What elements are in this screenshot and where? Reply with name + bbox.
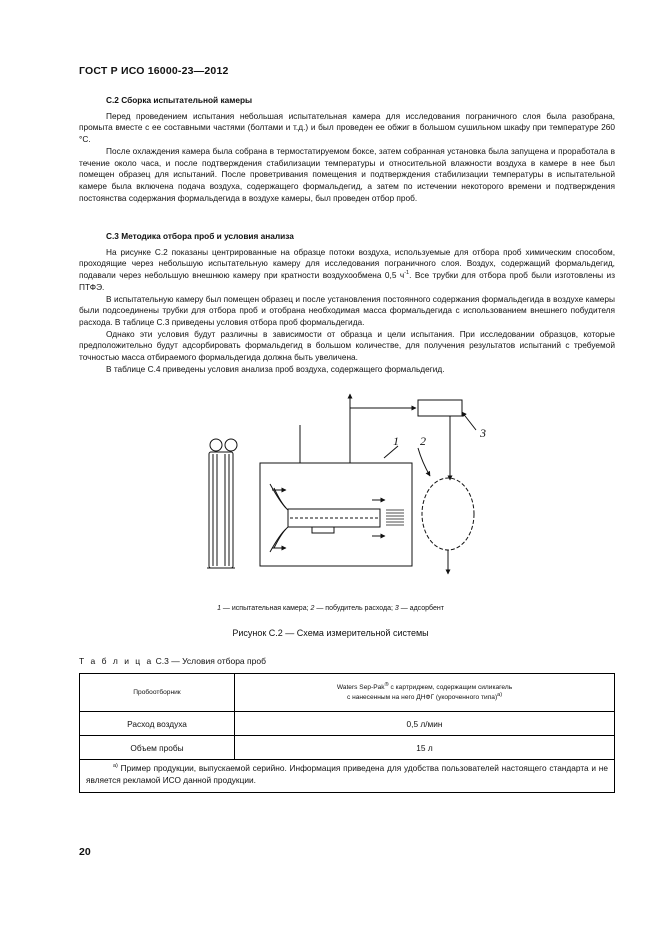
section-c3 [79, 231, 615, 375]
legend-text: — испытательная камера; [220, 605, 311, 612]
measurement-system-diagram [190, 390, 510, 590]
test-chamber [260, 463, 412, 566]
table-cell-label: Объем пробы [80, 736, 235, 760]
table-header-label: Пробоотборник [80, 674, 235, 712]
label-1: 1 [393, 434, 399, 448]
legend-number: 3 [394, 605, 399, 612]
table-caption-text: С.3 — Условия отбора проб [153, 656, 266, 666]
table-row [80, 712, 615, 736]
table-header-row [80, 674, 615, 712]
section-c3-heading: С.3 Методика отбора проб и условия анализа [106, 231, 294, 241]
section-c2 [79, 95, 615, 204]
table-caption-prefix: Т а б л и ц а [79, 656, 154, 666]
document-header: ГОСТ Р ИСО 16000-23—2012 [79, 65, 229, 77]
section-c3-paragraph: В испытательную камеру был помещен образец и после установления постоянного содержания формальдегида в воздухе камеры были подсоединены трубки для отбора проб и отобрана необходимая масса формальдегида с использованием внешнего побудителя расхода. В таблице С.3 приведены условия отбора проб формальдегида. [79, 293, 615, 327]
legend-text: — адсорбент [398, 605, 444, 612]
section-c2-paragraph: Перед проведением испытания небольшая испытательная камера для исследования пограничного слоя была разобрана, промыта вместе с ее составными частями (болтами и т.д.) и был проведен ее обжиг в большом сушильном шкафу при температуре 260 °С. [79, 110, 615, 145]
footnote-ref: а) [497, 691, 503, 698]
header-text: Waters Sep-Pak [336, 683, 385, 691]
table-row [80, 736, 615, 760]
header-text: с картриджем, содержащим силикагель [388, 683, 513, 691]
table-caption [79, 656, 266, 666]
table-cell-value: 0,5 л/мин [235, 712, 615, 736]
flow-pump [422, 478, 474, 550]
legend-number: 1 [217, 605, 221, 612]
section-c3-paragraph [79, 247, 615, 294]
paragraph-text: На рисунке С.2 показаны центрированные на образце потоки воздуха, используемые для отбора проб химическим способом, проходящие через небольшую испытательную камеру для исследования пограничного слоя. Воздух, содержащий формальдегид, подавали через небольшую внешнюю камеру при кратности воздухообмена 0,5 ч [79, 246, 615, 281]
table-cell-value: 15 л [235, 736, 615, 760]
registered-mark: ® [384, 681, 389, 688]
section-c3-paragraph: Однако эти условия будут различны в зависимости от образца и цели испытания. При исследовании образцов, которые предположительно будут адсорбировать формальдегид в большом количестве, для получения результатов испытаний с требуемой точностью масса отбираемого формальдегида должна быть увеличена. [79, 328, 615, 363]
sampling-conditions-table [79, 673, 615, 793]
label-3: 3 [480, 426, 486, 440]
table-footnote [80, 760, 615, 793]
figure-legend [0, 605, 661, 612]
legend-number: 2 [310, 605, 315, 612]
legend-text: — побудитель расхода; [314, 605, 395, 612]
paragraph-text: . Все трубки для отбора проб были изготовлены из ПТФЭ. [79, 270, 615, 292]
footnote-mark: а) [113, 763, 118, 770]
gas-cylinder [207, 439, 237, 568]
table-header-value [235, 674, 615, 712]
label-2: 2 [420, 434, 426, 448]
footnote-text: Пример продукции, выпускаемой серийно. Информация приведена для удобства пользователей настоящего стандарта и не является рекламой ИСО данной продукции. [86, 763, 608, 785]
section-c3-paragraph: В таблице С.4 приведены условия анализа проб воздуха, содержащего формальдегид. [106, 363, 445, 374]
page-number: 20 [79, 846, 91, 858]
section-c2-paragraph: После охлаждения камера была собрана в термостатируемом боксе, затем собранная установка была запущена и проработала в течение около часа, и после подтверждения стабилизации температуры и относительной влажности воздуха в камере в нее был помещен образец для испытаний. После проветривания помещения и подтверждения стабилизации температуры в испытательной камере была включена подача воздуха, содержащего формальдегид, а затем по истечении некоторого времени и подтверждения постоянства содержания формальдегида в воздухе камеры, был проведен отбор проб. [79, 145, 615, 203]
table-cell-label: Расход воздуха [80, 712, 235, 736]
adsorbent [418, 400, 462, 416]
table-footnote-row [80, 760, 615, 793]
figure-caption: Рисунок С.2 — Схема измерительной системы [232, 628, 429, 638]
section-c2-heading: С.2 Сборка испытательной камеры [106, 95, 253, 105]
superscript: -1 [404, 270, 410, 277]
header-text: с нанесенным на него ДНФГ (укороченного типа) [346, 693, 498, 701]
